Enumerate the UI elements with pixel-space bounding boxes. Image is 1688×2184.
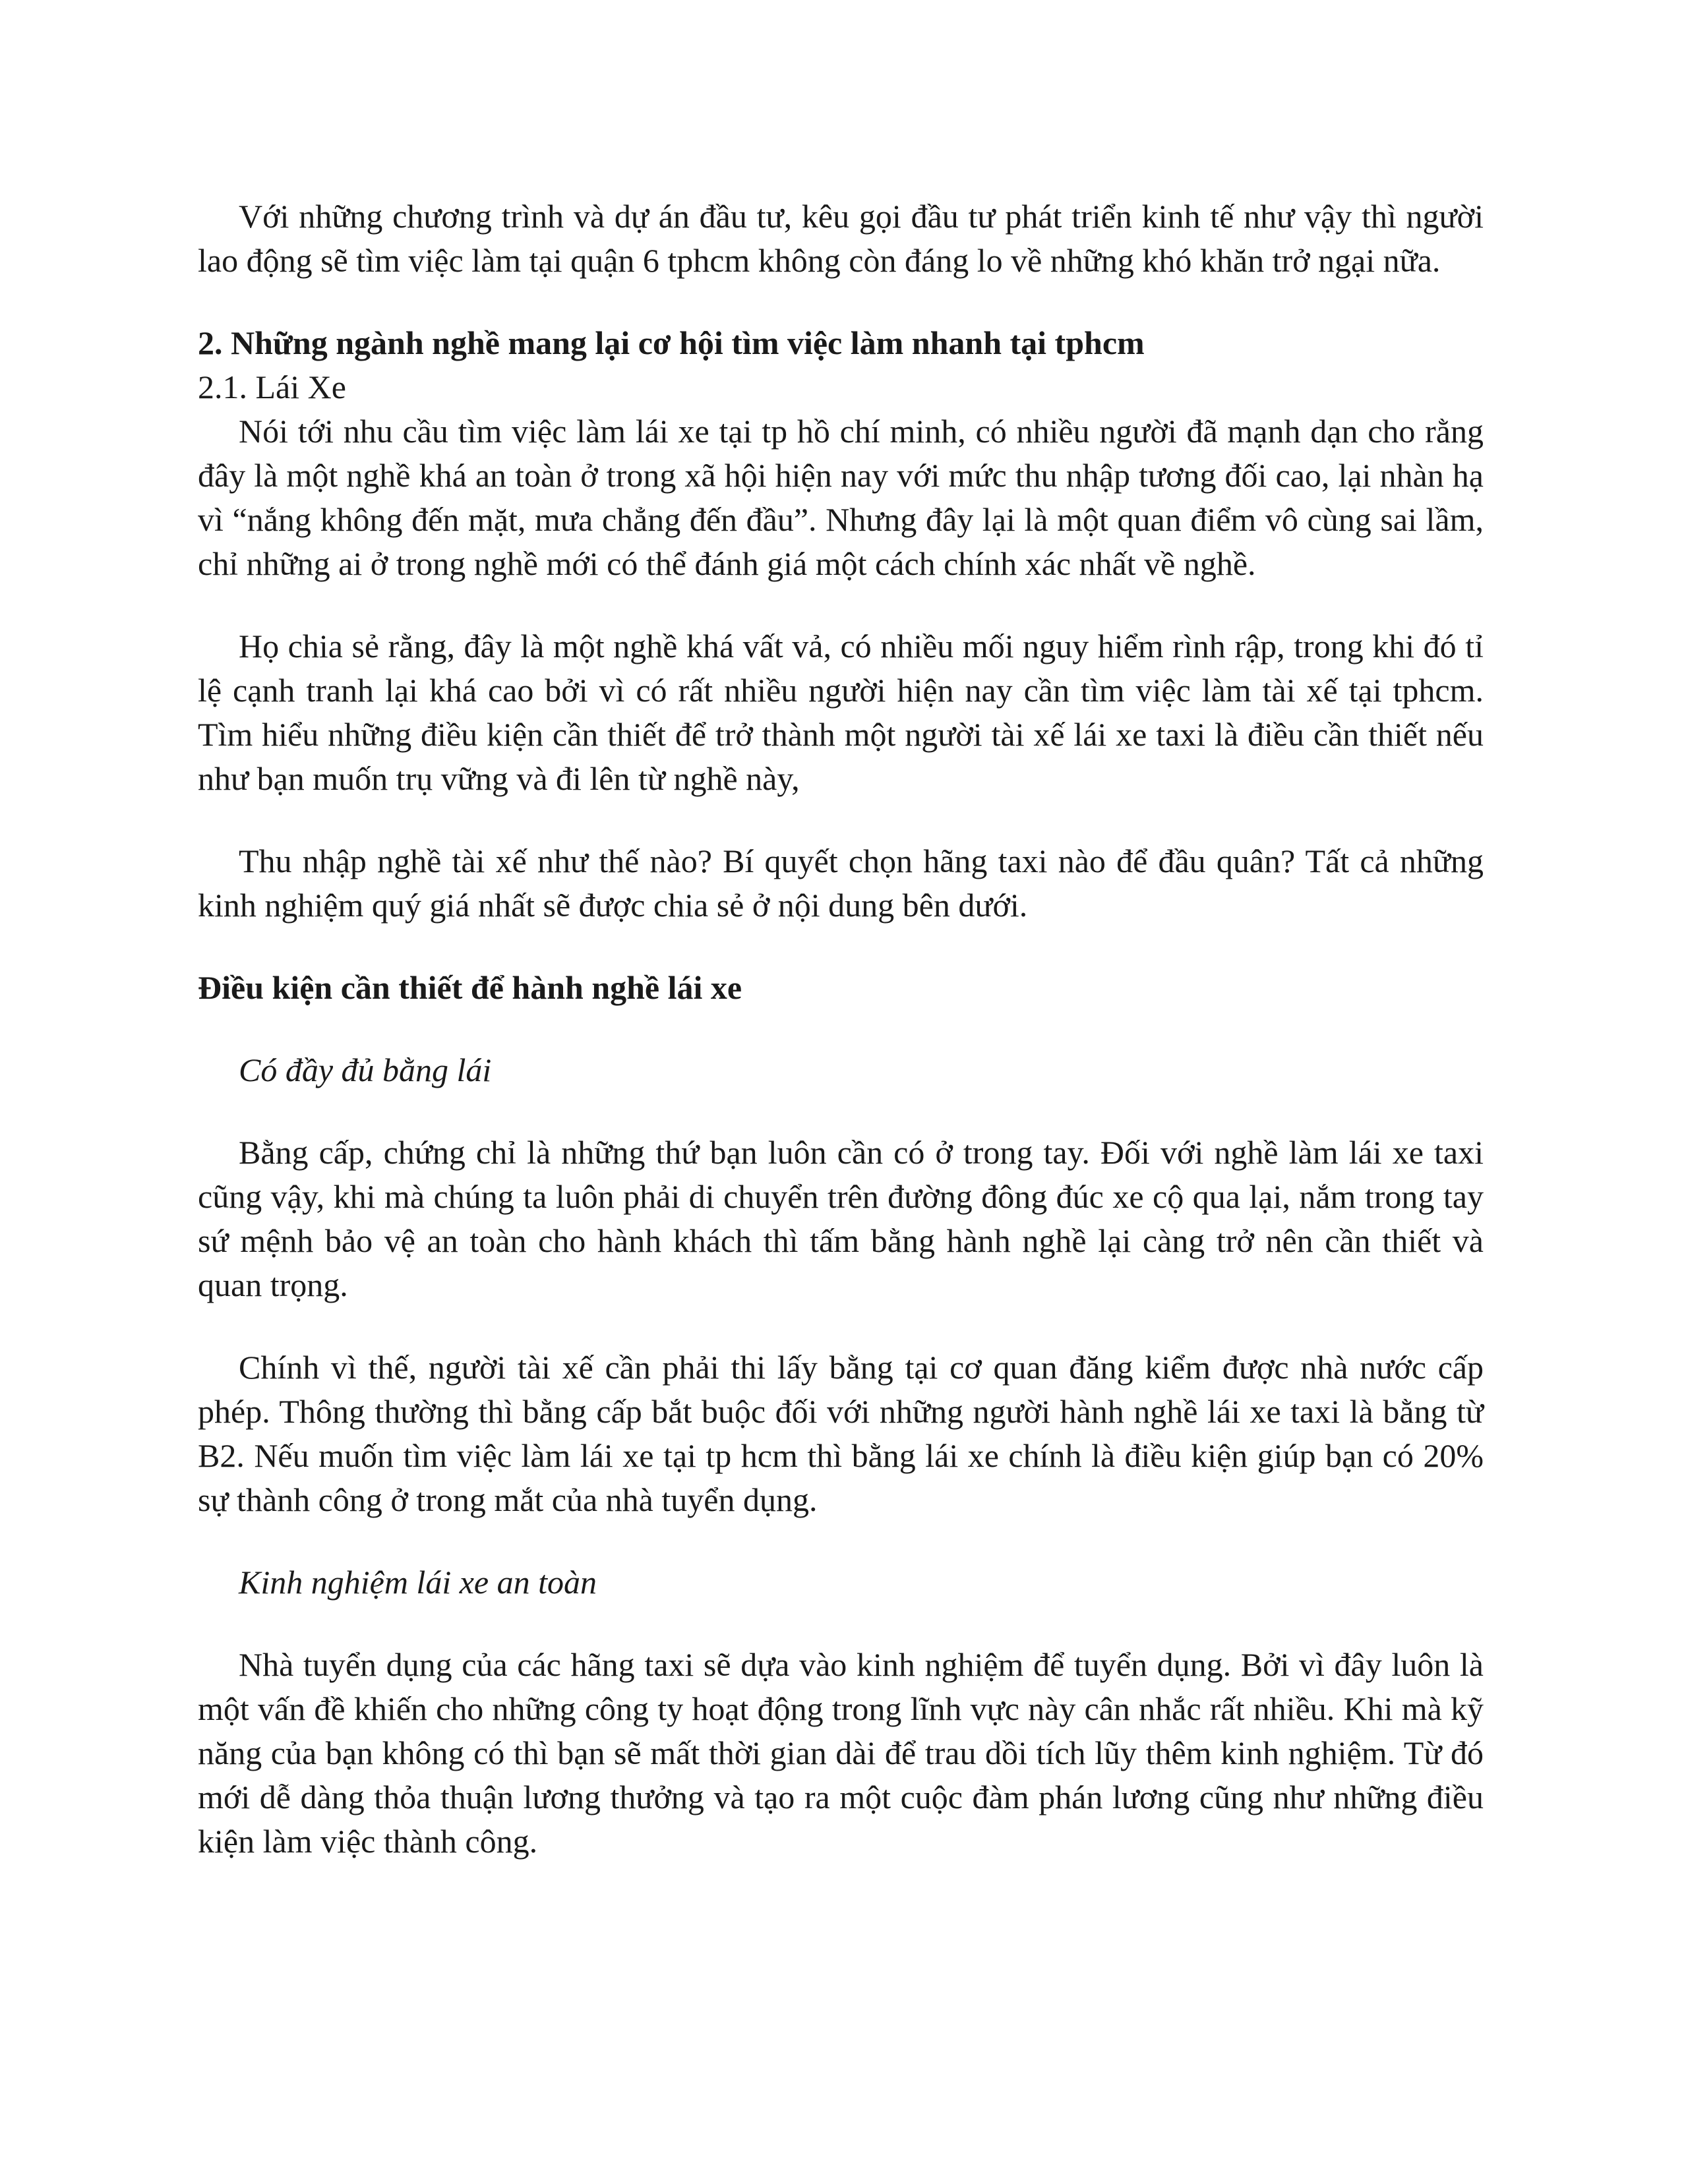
conditions-heading: Điều kiện cần thiết để hành nghề lái xe <box>198 969 742 1006</box>
license-paragraph-2: Chính vì thế, người tài xế cần phải thi lấy bằng tại cơ quan đăng kiểm được nhà nước cấp phép. Thông thường thì bằng cấp bắt buộc đối với những người hành nghề lái xe taxi là bằng từ B2. Nếu muốn tìm việc làm lái xe tại tp hcm thì bằng lái xe chính là điều kiện giúp bạn có 20% sự thành công ở trong mắt của nhà tuyển dụng. <box>198 1349 1484 1518</box>
driving-paragraph-3: Thu nhập nghề tài xế như thế nào? Bí quyết chọn hãng taxi nào để đầu quân? Tất cả những kinh nghiệm quý giá nhất sẽ được chia sẻ ở nội dung bên dưới. <box>198 842 1484 924</box>
driving-paragraph-1: Nói tới nhu cầu tìm việc làm lái xe tại tp hồ chí minh, có nhiều người đã mạnh dạn cho rằng đây là một nghề khá an toàn ở trong xã hội hiện nay với mức thu nhập tương đối cao, lại nhàn hạ vì “nắng không đến mặt, mưa chẳng đến đầu”. Nhưng đây lại là một quan điểm vô cùng sai lầm, chỉ những ai ở trong nghề mới có thể đánh giá một cách chính xác nhất về nghề. <box>198 413 1484 582</box>
experience-subheading: Kinh nghiệm lái xe an toàn <box>239 1564 597 1601</box>
document-page <box>198 194 1484 1864</box>
license-paragraph-1: Bằng cấp, chứng chỉ là những thứ bạn luôn cần có ở trong tay. Đối với nghề làm lái xe taxi cũng vậy, khi mà chúng ta luôn phải di chuyển trên đường đông đúc xe cộ qua lại, nắm trong tay sứ mệnh bảo vệ an toàn cho hành khách thì tấm bằng hành nghề lại càng trở nên cần thiết và quan trọng. <box>198 1134 1484 1303</box>
intro-paragraph: Với những chương trình và dự án đầu tư, kêu gọi đầu tư phát triển kinh tế như vậy thì người lao động sẽ tìm việc làm tại quận 6 tphcm không còn đáng lo về những khó khăn trở ngại nữa. <box>198 198 1484 279</box>
section-2-heading: 2. Những ngành nghề mang lại cơ hội tìm việc làm nhanh tại tphcm <box>198 324 1145 361</box>
license-subheading: Có đầy đủ bằng lái <box>239 1051 492 1088</box>
experience-paragraph: Nhà tuyển dụng của các hãng taxi sẽ dựa vào kinh nghiệm để tuyển dụng. Bởi vì đây luôn là một vấn đề khiến cho những công ty hoạt động trong lĩnh vực này cân nhắc rất nhiều. Khi mà kỹ năng của bạn không có thì bạn sẽ mất thời gian dài để trau dồi tích lũy thêm kinh nghiệm. Từ đó mới dễ dàng thỏa thuận lương thưởng và tạo ra một cuộc đàm phán lương cũng như những điều kiện làm việc thành công. <box>198 1646 1484 1860</box>
driving-paragraph-2: Họ chia sẻ rằng, đây là một nghề khá vất vả, có nhiều mối nguy hiểm rình rập, trong khi đó tỉ lệ cạnh tranh lại khá cao bởi vì có rất nhiều người hiện nay cần tìm việc làm tài xế tại tphcm. Tìm hiểu những điều kiện cần thiết để trở thành một người tài xế lái xe taxi là điều cần thiết nếu như bạn muốn trụ vững và đi lên từ nghề này, <box>198 628 1484 797</box>
section-2-1-heading: 2.1. Lái Xe <box>198 369 346 405</box>
